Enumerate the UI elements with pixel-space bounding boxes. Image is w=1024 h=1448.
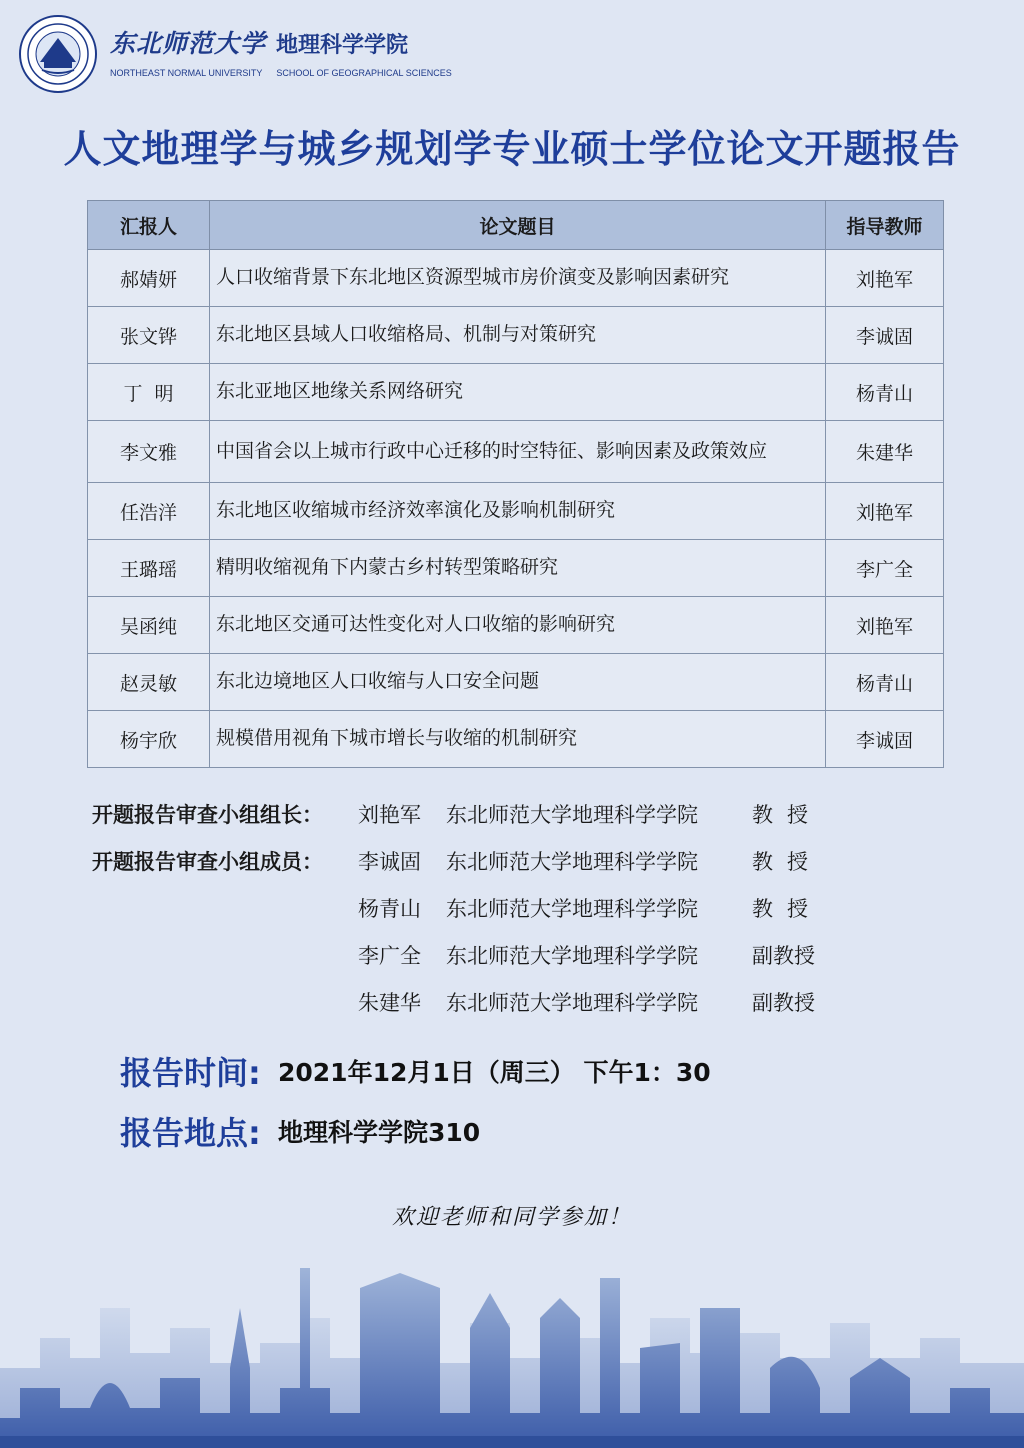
welcome-message: 欢迎老师和同学参加！ [391, 1205, 632, 1230]
header-brand [110, 24, 452, 78]
committee-member-rank: 副教授 [752, 990, 815, 1015]
thesis-table [87, 200, 944, 768]
presenter-name: 王璐瑶 [88, 540, 210, 597]
advisor-name: 杨青山 [826, 654, 944, 711]
thesis-topic: 东北亚地区地缘关系网络研究 [210, 364, 826, 421]
advisor-name: 朱建华 [826, 421, 944, 483]
column-header-topic: 论文题目 [210, 201, 826, 250]
thesis-topic: 中国省会以上城市行政中心迁移的时空特征、影响因素及政策效应 [210, 421, 826, 483]
table-header-row [88, 201, 944, 250]
committee-member-org: 东北师范大学地理科学学院 [446, 849, 698, 874]
committee-member-org: 东北师范大学地理科学学院 [446, 896, 698, 921]
committee-row [92, 790, 832, 837]
presenter-name: 张文铧 [88, 307, 210, 364]
advisor-name: 刘艳军 [826, 250, 944, 307]
report-time-label: 报告时间: [120, 1054, 261, 1092]
thesis-topic: 东北地区收缩城市经济效率演化及影响机制研究 [210, 483, 826, 540]
committee-member-name: 刘艳军 [358, 802, 421, 827]
table-row [88, 597, 944, 654]
table-row [88, 364, 944, 421]
presenter-name: 吴函纯 [88, 597, 210, 654]
report-place-value: 地理科学学院310 [278, 1118, 481, 1147]
table-row [88, 540, 944, 597]
committee-leader-label: 开题报告审查小组组长： [92, 802, 323, 827]
column-header-presenter: 汇报人 [88, 201, 210, 250]
thesis-topic: 东北地区交通可达性变化对人口收缩的影响研究 [210, 597, 826, 654]
advisor-name: 李诚固 [826, 307, 944, 364]
committee-member-name: 李诚固 [358, 849, 421, 874]
committee-member-rank: 教授 [752, 849, 822, 874]
committee-member-rank: 副教授 [752, 943, 815, 968]
committee-member-label: 开题报告审查小组成员： [92, 849, 323, 874]
presenter-name: 李文雅 [88, 421, 210, 483]
page-title: 人文地理学与城乡规划学专业硕士学位论文开题报告 [63, 127, 961, 171]
advisor-name: 李诚固 [826, 711, 944, 768]
table-row [88, 711, 944, 768]
presenter-name: 杨宇欣 [88, 711, 210, 768]
committee-row [92, 884, 832, 931]
committee-member-name: 朱建华 [358, 990, 421, 1015]
committee-member-name: 杨青山 [358, 896, 421, 921]
committee-row [92, 978, 832, 1025]
table-row [88, 250, 944, 307]
committee-member-org: 东北师范大学地理科学学院 [446, 802, 698, 827]
committee-member-rank: 教授 [752, 896, 822, 921]
committee-member-org: 东北师范大学地理科学学院 [446, 943, 698, 968]
report-place [120, 1108, 480, 1154]
table-row [88, 483, 944, 540]
report-time [120, 1048, 711, 1094]
city-skyline-illustration [0, 1248, 1024, 1448]
committee-row [92, 837, 832, 884]
committee-member-name: 李广全 [358, 943, 421, 968]
column-header-advisor: 指导教师 [826, 201, 944, 250]
presenter-name: 任浩洋 [88, 483, 210, 540]
table-row [88, 307, 944, 364]
committee-member-org: 东北师范大学地理科学学院 [446, 990, 698, 1015]
committee-row [92, 931, 832, 978]
advisor-name: 李广全 [826, 540, 944, 597]
advisor-name: 刘艳军 [826, 597, 944, 654]
report-place-label: 报告地点: [120, 1114, 261, 1152]
review-committee [92, 790, 832, 1025]
school-name-cn: 地理科学学院 [276, 33, 409, 58]
advisor-name: 杨青山 [826, 364, 944, 421]
thesis-topic: 规模借用视角下城市增长与收缩的机制研究 [210, 711, 826, 768]
thesis-topic: 东北地区县域人口收缩格局、机制与对策研究 [210, 307, 826, 364]
thesis-topic: 精明收缩视角下内蒙古乡村转型策略研究 [210, 540, 826, 597]
report-time-value: 2021年12月1日（周三） 下午1：30 [278, 1058, 711, 1087]
thesis-topic: 东北边境地区人口收缩与人口安全问题 [210, 654, 826, 711]
table-row [88, 654, 944, 711]
presenter-name: 郝婧妍 [88, 250, 210, 307]
school-name-en: SCHOOL OF GEOGRAPHICAL SCIENCES [276, 68, 452, 78]
presenter-name: 丁 明 [88, 364, 210, 421]
table-row [88, 421, 944, 483]
advisor-name: 刘艳军 [826, 483, 944, 540]
committee-member-rank: 教授 [752, 802, 822, 827]
presenter-name: 赵灵敏 [88, 654, 210, 711]
university-name-en: NORTHEAST NORMAL UNIVERSITY [110, 68, 263, 78]
university-name-cn: 东北师范大学 [110, 29, 267, 58]
thesis-topic: 人口收缩背景下东北地区资源型城市房价演变及影响因素研究 [210, 250, 826, 307]
university-seal-logo [18, 14, 98, 94]
